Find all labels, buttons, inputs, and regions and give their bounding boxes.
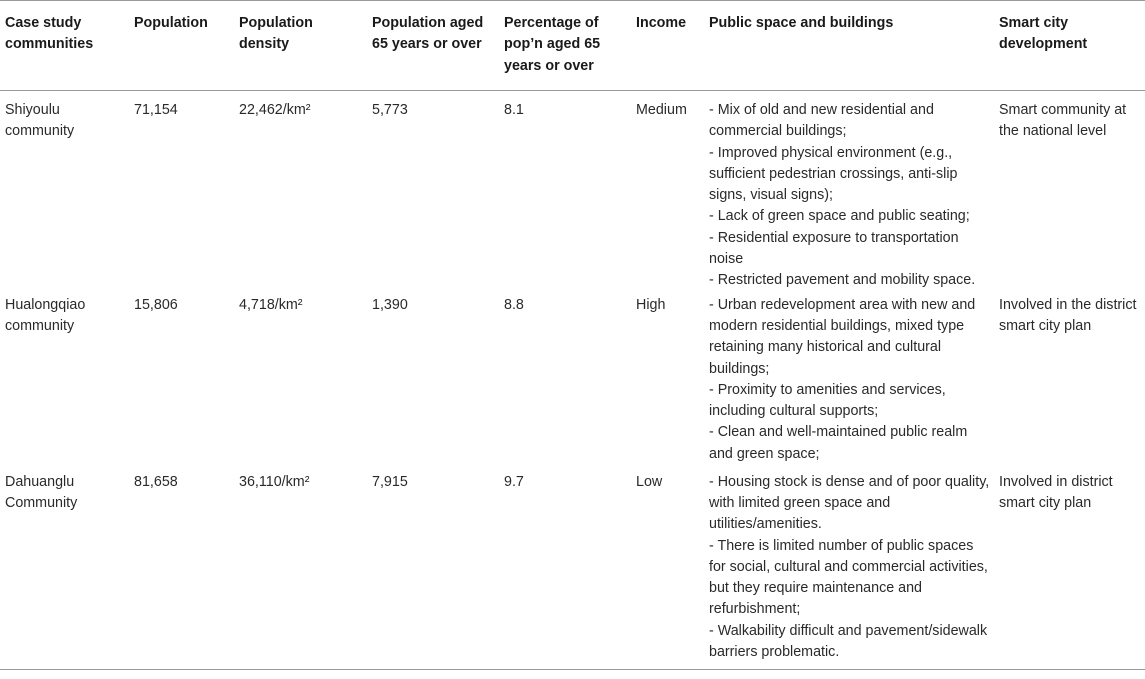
table-row: [0, 91, 1145, 292]
cell-community: Shiyoulu community: [5, 102, 75, 140]
cell-income: High: [636, 296, 666, 313]
table-header: [0, 1, 1145, 91]
header-row: [0, 1, 1145, 91]
cell-aged-65: 5,773: [372, 102, 408, 118]
cell-population: 71,154: [134, 102, 178, 118]
table-row: [0, 467, 1145, 670]
cell-pct-65: 8.8: [504, 296, 524, 313]
header-population-density: Population density: [234, 1, 367, 91]
cell-income: Medium: [636, 102, 687, 118]
header-income: Income: [631, 1, 704, 91]
cell-aged-65: 1,390: [372, 296, 408, 313]
cell-aged-65: 7,915: [372, 473, 408, 490]
cell-income: Low: [636, 473, 663, 490]
table-row: [0, 292, 1145, 467]
header-smart-city-development: Smart city development: [994, 1, 1145, 91]
cell-community: Hualongqiao community: [5, 296, 86, 334]
cell-smart-city: Involved in district smart city plan: [999, 473, 1113, 511]
header-population-aged-65: Population aged 65 years or over: [367, 1, 499, 91]
header-public-space-buildings: Public space and buildings: [704, 1, 994, 91]
cell-smart-city: Smart community at the national level: [999, 102, 1127, 140]
cell-density: 36,110/km²: [239, 473, 310, 490]
cell-population: 81,658: [134, 473, 178, 490]
cell-density: 4,718/km²: [239, 296, 303, 313]
header-case-study-communities: Case study communities: [0, 1, 129, 91]
cell-population: 15,806: [134, 296, 178, 313]
cell-public-space: - Urban redevelopment area with new and modern residential buildings, mixed type retaining many historical and cultural buildings; - Proximity to amenities and services, including cultural supports; - Clean and well-maintained public realm and green space;: [709, 296, 976, 462]
header-percentage-aged-65: Percentage of pop’n aged 65 years or over: [499, 1, 631, 91]
cell-public-space: - Housing stock is dense and of poor quality, with limited green space and utilities/amenities. - There is limited number of public spaces for social, cultural and commercial activities, but they require maintenance and refurbishment; - Walkability difficult and pavement/sidewalk barriers problematic.: [709, 473, 990, 661]
cell-community: Dahuanglu Community: [5, 473, 78, 511]
header-population: Population: [129, 1, 234, 91]
cell-public-space: - Mix of old and new residential and commercial buildings; - Improved physical environment (e.g., sufficient pedestrian crossings, anti-slip signs, visual signs); - Lack of green space and public seating; - Residential exposure to transportation noise - Restricted pavement and mobility space.: [709, 102, 976, 289]
cell-density: 22,462/km²: [239, 102, 311, 118]
cell-pct-65: 9.7: [504, 473, 524, 490]
cell-smart-city: Involved in the district smart city plan: [999, 296, 1137, 334]
table-body: [0, 91, 1145, 670]
cell-pct-65: 8.1: [504, 102, 524, 118]
